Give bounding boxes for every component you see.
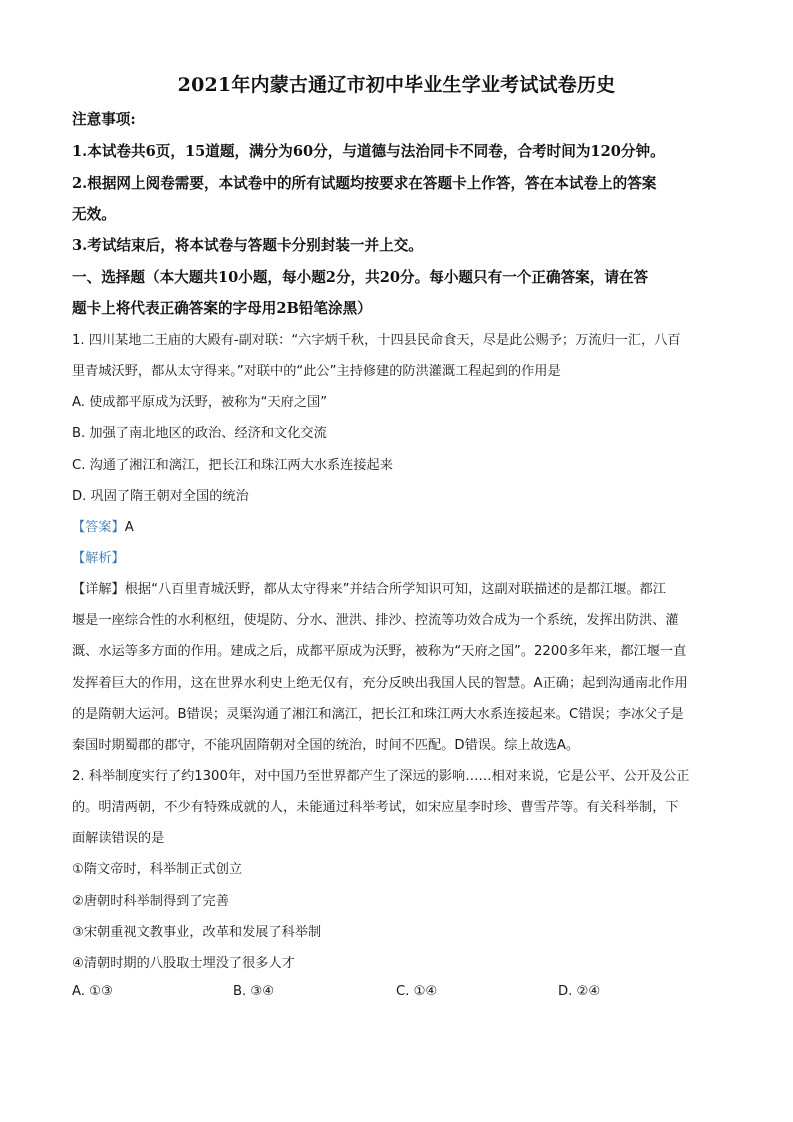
q2-stem-line-2: 的。明清两朝，不少有特殊成就的人，未能通过科举考试，如宋应星李时珍、曹雪芹等。有关科举制，下	[72, 800, 679, 815]
section-heading-line-2: 题卡上将代表正确答案的字母用2B铅笔涂黑）	[72, 300, 372, 317]
q2-statement-3: ③宋朝重视文教事业，改革和发展了科举制	[72, 925, 322, 940]
q1-detail-line-4: 发挥着巨大的作用，这在世界水利史上绝无仅有，充分反映出我国人民的智慧。A正确；起到沟通南北作用	[72, 676, 688, 691]
q1-option-a: A. 使成都平原成为沃野，被称为“天府之国”	[72, 395, 328, 410]
detail-label: 【详解】	[72, 582, 125, 597]
q2-option-a: A. ①③	[72, 984, 113, 999]
q1-option-b: B. 加强了南北地区的政治、经济和文化交流	[72, 426, 327, 441]
q2-stem-line-3: 面解读错误的是	[72, 831, 165, 846]
q1-detail-line-2: 堰是一座综合性的水利枢纽，使堤防、分水、泄洪、排沙、控流等功效合成为一个系统，发挥出防洪、灌	[72, 613, 679, 628]
q2-statement-2: ②唐朝时科举制得到了完善	[72, 894, 229, 909]
notice-heading: 注意事项:	[72, 111, 136, 128]
document-title: 2021年内蒙古通辽市初中毕业生学业考试试卷历史	[177, 74, 616, 96]
q2-option-b: B. ③④	[233, 984, 275, 999]
q1-option-c: C. 沟通了湘江和漓江，把长江和珠江两大水系连接起来	[72, 458, 393, 473]
notice-item-2-cont: 无效。	[72, 206, 116, 223]
notice-item-2: 2.根据网上阅卷需要，本试卷中的所有试题均按要求在答题卡上作答，答在本试卷上的答案	[72, 175, 657, 192]
detail-text: 根据“八百里青城沃野，都从太守得来”并结合所学知识可知，这副对联描述的是都江堰。都江	[124, 582, 666, 597]
q2-option-d: D. ②④	[558, 984, 601, 999]
analysis-label: 【解析】	[72, 551, 125, 566]
q1-option-d: D. 巩固了隋王朝对全国的统治	[72, 489, 249, 504]
q1-detail-line-5: 的是隋朝大运河。B错误；灵渠沟通了湘江和漓江，把长江和珠江两大水系连接起来。C错误；李冰父子是	[72, 707, 684, 722]
answer-label: 【答案】	[72, 520, 125, 535]
q2-statement-4: ④清朝时期的八股取士埋没了很多人才	[72, 956, 295, 971]
q2-statement-1: ①隋文帝时，科举制正式创立	[72, 862, 243, 877]
notice-item-3: 3.考试结束后，将本试卷与答题卡分别封装一并上交。	[72, 237, 423, 254]
q1-answer	[72, 516, 134, 535]
q1-detail-line-6: 秦国时期蜀郡的郡守，不能巩固隋朝对全国的统治，时间不匹配。D错误。综上故选A。	[72, 738, 580, 753]
q1-stem-line-1: 1. 四川某地二王庙的大殿有-副对联：“六字炳千秋，十四县民命食天，尽是此公赐予；万流归一汇，八百	[72, 333, 681, 348]
q2-option-c: C. ①④	[396, 984, 438, 999]
q2-stem-line-1: 2. 科举制度实行了约1300年，对中国乃至世界都产生了深远的影响……相对来说，它是公平、公开及公正	[72, 769, 690, 784]
q1-stem-line-2: 里青城沃野，都从太守得来。”对联中的“此公”主持修建的防洪灌溉工程起到的作用是	[72, 364, 561, 379]
section-heading-line-1: 一、选择题（本大题共10小题，每小题2分，共20分。每小题只有一个正确答案，请在答	[72, 269, 649, 286]
answer-value: A	[124, 520, 134, 535]
q1-detail-line-1	[72, 578, 666, 597]
notice-item-1: 1.本试卷共6页，15道题，满分为60分，与道德与法治同卡不同卷，合考时间为120分钟。	[72, 143, 665, 160]
q1-detail-line-3: 溉、水运等多方面的作用。建成之后，成都平原成为沃野，被称为“天府之国”。2200多年来，都江堰一直	[72, 644, 687, 659]
